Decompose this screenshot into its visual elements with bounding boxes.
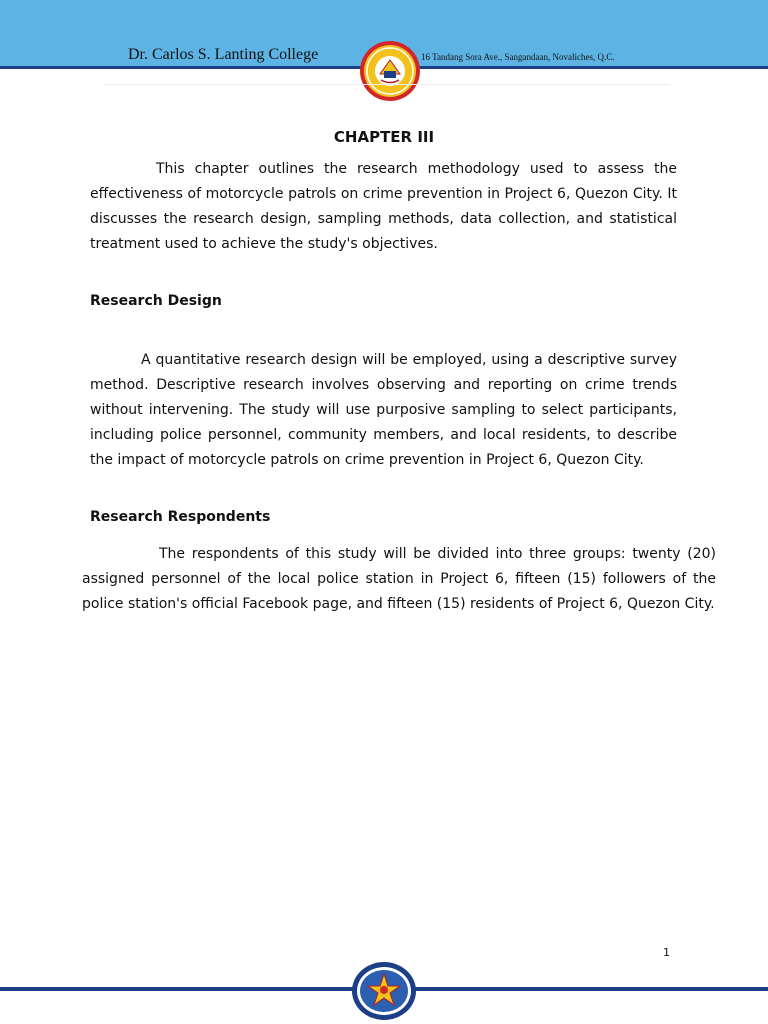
paragraph-line: effectiveness of motorcycle patrols on crime prevention in Project 6, Quezon City. It bbox=[90, 186, 677, 202]
page-number: 1 bbox=[663, 946, 670, 959]
header-divider bbox=[104, 84, 670, 85]
college-seal-icon bbox=[359, 40, 421, 102]
footer-seal-icon bbox=[351, 961, 417, 1021]
college-name: Dr. Carlos S. Lanting College bbox=[128, 46, 319, 63]
paragraph-line: the impact of motorcycle patrols on crime prevention in Project 6, Quezon City. bbox=[90, 452, 644, 468]
section-heading-research-respondents: Research Respondents bbox=[90, 509, 271, 525]
chapter-title: CHAPTER III bbox=[333, 128, 435, 146]
paragraph-line: method. Descriptive research involves observing and reporting on crime trends bbox=[90, 377, 677, 393]
paragraph-line: without intervening. The study will use purposive sampling to select participants, bbox=[90, 402, 677, 418]
paragraph-line: The respondents of this study will be divided into three groups: twenty (20) bbox=[159, 546, 716, 562]
paragraph-line: treatment used to achieve the study's objectives. bbox=[90, 236, 438, 252]
college-address: 16 Tandang Sora Ave., Sangandaan, Novaliches, Q.C. bbox=[421, 52, 615, 62]
paragraph-line: including police personnel, community members, and local residents, to describe bbox=[90, 427, 677, 443]
paragraph-line: This chapter outlines the research methodology used to assess the bbox=[156, 161, 677, 177]
intro-paragraph bbox=[90, 157, 677, 257]
section-heading-research-design: Research Design bbox=[90, 293, 222, 309]
paragraph-line: discusses the research design, sampling methods, data collection, and statistical bbox=[90, 211, 677, 227]
research-respondents-paragraph bbox=[82, 542, 716, 617]
paragraph-line: police station's official Facebook page, and fifteen (15) residents of Project 6, Quezon City. bbox=[82, 596, 715, 612]
research-design-paragraph bbox=[90, 348, 677, 473]
paragraph-line: A quantitative research design will be employed, using a descriptive survey bbox=[141, 352, 677, 368]
paragraph-line: assigned personnel of the local police station in Project 6, fifteen (15) followers of the bbox=[82, 571, 716, 587]
